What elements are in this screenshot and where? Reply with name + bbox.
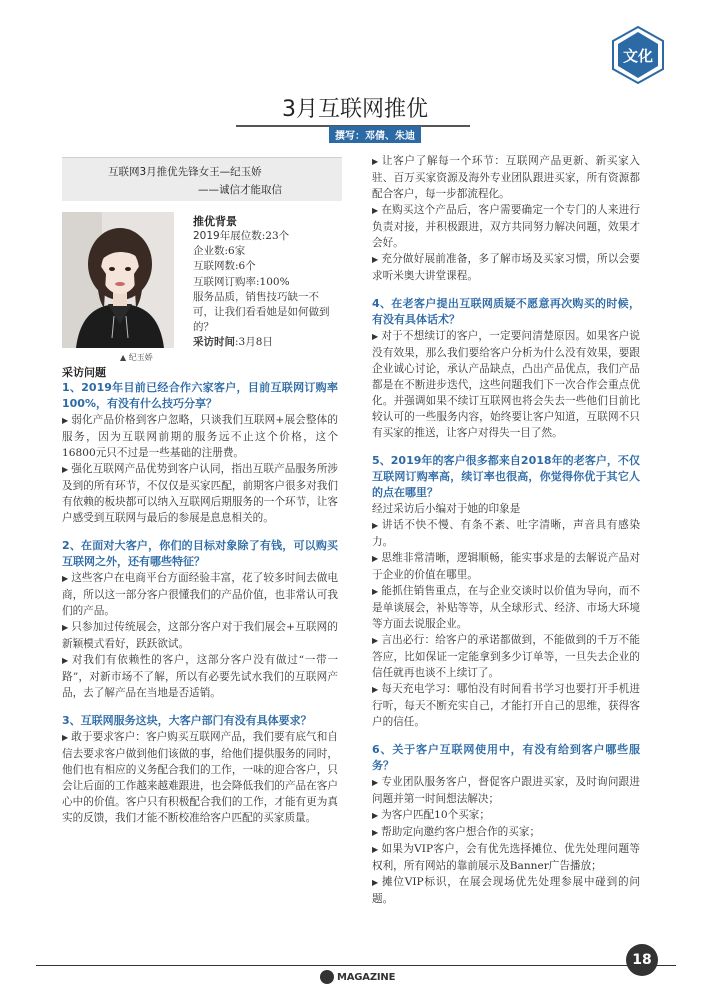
- background-description: 服务品质，销售技巧缺一不可，让我们看看她是如何做到的？: [193, 290, 330, 334]
- answer-intro: 经过采访后小编对于她的印象是: [372, 503, 521, 515]
- answer-paragraph: ▶ 对于不想续订的客户，一定要问清楚原因。如果客户说没有效果，那么我们要给客户分析为什么没有效果，要跟企业诚心讨论，承认产品缺点，凸出产品优点，我们产品都是在不断进步迭代，这些问题我们下一次合作会重点优化。并强调如果不续订互联网也将会失去一些他们目前比较认可的一些服务内容，始终要让客户知道，互联网不只有买家的推送，让客户对得失一目了然。: [372, 330, 640, 439]
- intro-headline: 互联网3月推优先锋女王—纪玉娇: [108, 166, 262, 178]
- triangle-bullet-icon: ▶: [372, 811, 379, 820]
- triangle-bullet-icon: ▶: [372, 554, 379, 563]
- question-1: 1、2019年目前已经合作六家客户，目前互联网订购率100%，有没有什么技巧分享？: [62, 381, 338, 410]
- section-label: 采访问题: [62, 366, 106, 379]
- category-badge: [611, 26, 665, 84]
- triangle-bullet-icon: ▶: [62, 656, 69, 665]
- question-3: 3、互联网服务这块，大客户部门有没有具体要求？: [62, 714, 312, 727]
- left-column: [62, 365, 338, 826]
- answer-paragraph: ▶ 摊位VIP标识，在展会现场优先处理参展中碰到的问题。: [372, 876, 640, 905]
- triangle-bullet-icon: ▶: [372, 828, 379, 837]
- background-line: 互联网数:6个: [193, 260, 256, 273]
- answer-paragraph: ▶ 为客户匹配10个买家；: [372, 809, 490, 821]
- triangle-bullet-icon: ▶: [372, 157, 379, 166]
- answer-paragraph: ▶ 在购买这个产品后，客户需要确定一个专门的人来进行负责对接，并积极跟进，双方共同努力解决问题，效果才会好。: [372, 204, 640, 249]
- answer-paragraph: ▶ 能抓住销售重点，在与企业交谈时以价值为导向，而不是单谈展会，补贴等等，从全球形式、经济、市场大环境等方面去说服企业。: [372, 585, 640, 630]
- question-5: 5、2019年的客户很多都来自2018年的老客户，不仅互联网订购率高，续订率也很高，你觉得你优于其它人的点在哪里？: [372, 454, 640, 499]
- answer-paragraph: ▶ 这些客户在电商平台方面经验丰富，花了较多时间去做电商，所以这一部分客户很懂我们的产品价值，也非常认可我们的产品。: [62, 572, 338, 617]
- magazine-logo: [320, 970, 395, 984]
- category-label: 文化: [622, 46, 653, 65]
- answer-paragraph: ▶ 敢于要求客户：客户购买互联网产品，我们要有底气和自信去要求客户做到他们该做的事，给他们提供服务的同时，他们也有相应的义务配合我们的工作，一味的迎合客户，只会让后面的工作越来越难跟进，也会降低我们的产品在客户心中的价值。客户只有积极配合我们的工作，才能有更为真实的反馈，我们才能不断校准给客户匹配的买家质量。: [62, 731, 338, 824]
- globe-icon: [320, 970, 334, 984]
- triangle-bullet-icon: ▶: [62, 733, 69, 742]
- triangle-bullet-icon: ▶: [372, 685, 379, 694]
- background-line: 企业数:6家: [193, 245, 246, 258]
- triangle-bullet-icon: ▶: [62, 416, 69, 425]
- triangle-bullet-icon: ▶: [372, 521, 379, 530]
- triangle-bullet-icon: ▶: [372, 206, 379, 215]
- magazine-label: MAGAZINE: [337, 971, 396, 983]
- triangle-bullet-icon: ▶: [372, 778, 379, 787]
- triangle-bullet-icon: ▶: [62, 574, 69, 583]
- answer-paragraph: ▶ 对我们有依赖性的客户，这部分客户没有做过“一带一路”，对新市场不了解，所以有必要先试水我们的互联网产品，去了解产品在当地是否适销。: [62, 654, 339, 699]
- portrait-illustration: [62, 212, 174, 348]
- background-info: [193, 214, 338, 351]
- triangle-bullet-icon: ▶: [62, 465, 69, 474]
- footer-rule: [36, 965, 676, 966]
- answer-paragraph: ▶ 只参加过传统展会，这部分客户对于我们展会+互联网的新颖模式看好，跃跃欲试。: [62, 621, 339, 650]
- answer-paragraph: ▶ 强化互联网产品优势到客户认同，指出互联产品服务所涉及到的所有环节，不仅仅是买家匹配，前期客户很多对我们有依赖的板块都可以纳入互联网后期服务的一个环节，让客户感受到互联网与最后的参展是息息相关的。: [62, 463, 338, 524]
- answer-paragraph: ▶ 每天充电学习：哪怕没有时间看书学习也要打开手机进行听，每天不断充实自己，才能打开自己的思维，获得客户的信任。: [372, 683, 640, 728]
- answer-paragraph: ▶ 充分做好展前准备，多了解市场及买家习惯，所以会要求听米奥大讲堂课程。: [372, 253, 640, 282]
- background-line: 互联网订购率:100%: [193, 275, 290, 288]
- question-2: 2、在面对大客户，你们的目标对象除了有钱，可以购买互联网之外，还有哪些特征？: [62, 539, 338, 568]
- answer-paragraph: ▶ 思维非常清晰，逻辑顺畅，能实事求是的去解说产品对于企业的价值在哪里。: [372, 552, 640, 581]
- triangle-bullet-icon: ▶: [372, 636, 379, 645]
- question-6: 6、关于客户互联网使用中，有没有给到客户哪些服务？: [372, 743, 640, 772]
- intro-subheadline: ——诚信才能取信: [198, 184, 282, 196]
- question-4: 4、在老客户提出互联网质疑不愿意再次购买的时候，有没有具体话术？: [372, 297, 640, 326]
- triangle-bullet-icon: ▶: [372, 332, 379, 341]
- triangle-bullet-icon: ▶: [62, 623, 69, 632]
- answer-paragraph: ▶ 讲话不快不慢、有条不紊、吐字清晰，声音具有感染力。: [372, 519, 641, 548]
- answer-paragraph: ▶ 帮助定向邀约客户想合作的买家；: [372, 826, 541, 838]
- answer-paragraph: ▶ 言出必行：给客户的承诺都做到，不能做到的千万不能答应，比如保证一定能拿到多少订单等，一旦失去企业的信任就再也谈不上续订了。: [372, 634, 640, 679]
- background-title: 推优背景: [193, 215, 237, 228]
- page-number: 18: [626, 944, 658, 976]
- portrait-photo: [62, 212, 174, 348]
- author-line: 撰写：邓倩、朱迪: [329, 126, 421, 143]
- intro-header: [62, 157, 342, 201]
- triangle-bullet-icon: ▶: [372, 878, 379, 887]
- answer-paragraph: ▶ 让客户了解每一个环节：互联网产品更新、新买家入驻、百万买家资源及海外专业团队跟进买家，所有资源都配合客户，每一步都流程化。: [372, 155, 641, 200]
- page-title: 3月互联网推优: [282, 97, 428, 122]
- photo-caption: ▲ 纪玉娇: [120, 353, 153, 362]
- right-column: [372, 153, 640, 907]
- background-line: 2019年展位数:23个: [193, 230, 290, 242]
- answer-paragraph: ▶ 如果为VIP客户，会有优先选择摊位、优先处理问题等权利，所有网站的靠前展示及Banner广告播放；: [372, 843, 640, 872]
- answer-paragraph: ▶ 专业团队服务客户，督促客户跟进买家，及时询问跟进问题并第一时间想法解决；: [372, 776, 640, 805]
- triangle-bullet-icon: ▶: [372, 255, 379, 264]
- answer-paragraph: ▶ 弱化产品价格到客户忽略，只谈我们互联网+展会整体的服务，因为互联网前期的服务远不止这个价格，这个16800元只不过是一些基础的注册费。: [62, 414, 339, 459]
- triangle-bullet-icon: ▶: [372, 587, 379, 596]
- interview-time: 采访时间:3月8日: [193, 336, 273, 349]
- triangle-bullet-icon: ▶: [372, 845, 379, 854]
